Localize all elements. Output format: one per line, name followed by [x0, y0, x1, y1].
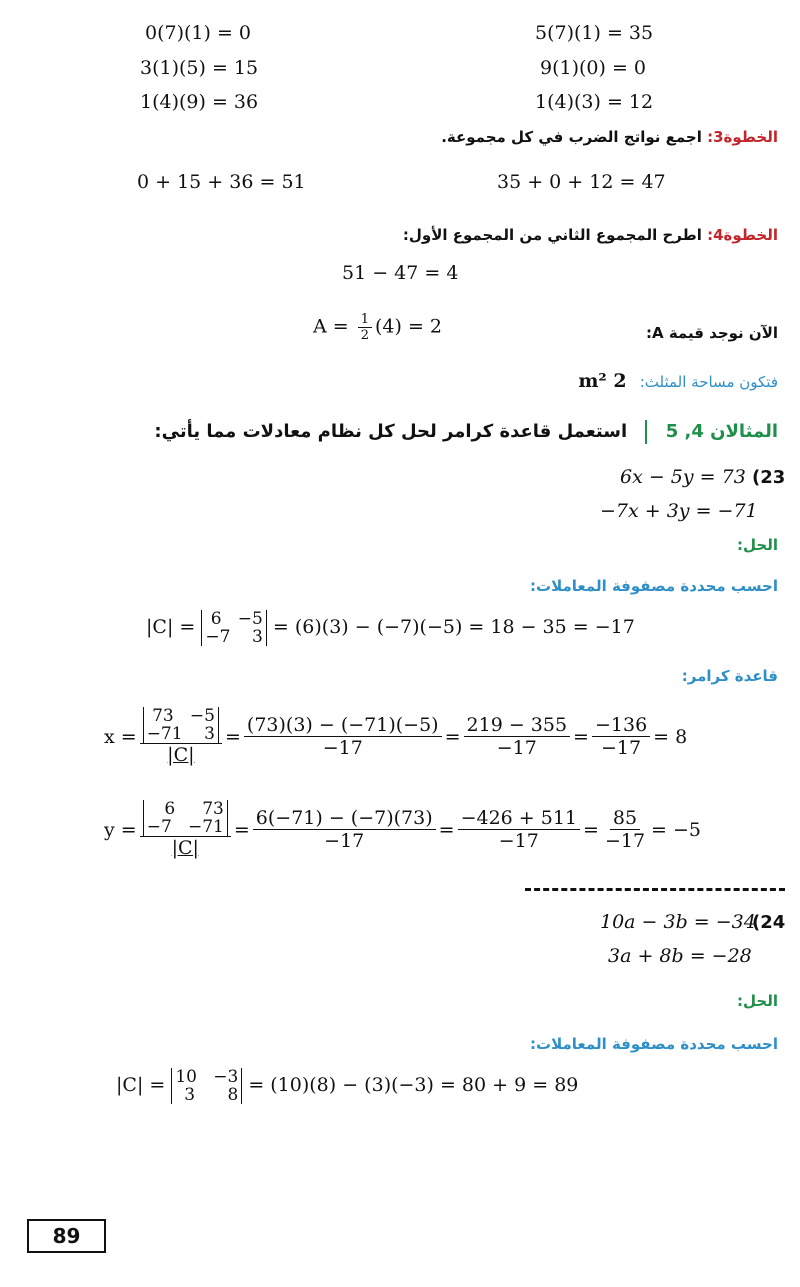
det23-matrix [201, 610, 267, 646]
sum-left: 0 + 15 + 36 = 51 [137, 171, 306, 193]
x-det-num [140, 707, 222, 744]
problem23-eq1: 6x − 5y = 73 [620, 466, 746, 488]
problem24-eq2: 3a + 8b = −28 [608, 945, 752, 967]
y-solution: y = 6 73 −7 −71 |C| = $\frac{6(-71) - (-7)(73)}{-17}$ = $\frac{-426 + 511}{-17}$ = $\frac{85}{-17}$ = −5 [104, 799, 702, 859]
area-equation [313, 312, 442, 343]
solution-label-23: الحل: [737, 536, 778, 554]
header-divider [645, 420, 647, 444]
cramer-label: قاعدة كرامر: [681, 667, 778, 685]
det23-lhs: |C| = [146, 616, 196, 638]
y-result: = −5 [651, 818, 702, 841]
product-left-1: 0(7)(1) = 0 [145, 22, 252, 44]
det24-row1: 10 −3 [175, 1067, 239, 1087]
step3-label: الخطوة3: [707, 128, 778, 146]
problem23-eq2: −7x + 3y = −71 [600, 500, 758, 522]
x-frac2-den: −17 [322, 737, 363, 759]
product-left-3: 1(4)(9) = 36 [140, 91, 259, 113]
y-frac4-den: −17 [604, 830, 646, 852]
x-det-row2: −71 3 [146, 724, 215, 744]
y-frac3-den: −17 [498, 830, 539, 852]
x-det-matrix [143, 707, 219, 743]
y-det-num [140, 800, 231, 837]
examples-text: استعمل قاعدة كرامر لحل كل نظام معادلات مما يأتي: [154, 421, 628, 442]
y-frac3 [458, 807, 580, 852]
area-rhs: (4) = 2 [375, 315, 443, 338]
area-lhs: A = [313, 315, 349, 338]
x-frac4-num: −136 [592, 714, 650, 737]
x-result: = 8 [653, 725, 688, 748]
det23-equation [146, 610, 635, 646]
det24-row2: 3 8 [184, 1085, 239, 1105]
problem24-number: (24 [752, 912, 786, 933]
step3-instruction [441, 128, 778, 146]
y-det-row2: −7 −71 [146, 817, 224, 837]
sum-right: 35 + 0 + 12 = 47 [497, 171, 666, 193]
x-det-den: |C| [167, 744, 195, 766]
x-frac4-den: −17 [601, 737, 642, 759]
y-frac4-num: 85 [610, 807, 640, 830]
coef-det-label-24: احسب محددة مصفوفة المعاملات: [530, 1035, 778, 1053]
product-right-3: 1(4)(3) = 12 [535, 91, 654, 113]
product-left-2: 3(1)(5) = 15 [140, 57, 259, 79]
det24-equation [116, 1068, 578, 1104]
x-frac2 [244, 714, 442, 759]
area-result-value: 2 m² [578, 370, 627, 392]
step4-instruction [403, 226, 778, 244]
solution-label-24: الحل: [737, 992, 778, 1010]
y-frac4 [602, 807, 648, 852]
x-frac4 [592, 714, 650, 759]
step4-label: الخطوة4: [707, 226, 778, 244]
step4-text: اطرح المجموع الثاني من المجموع الأول: [402, 226, 708, 244]
problem23-number: (23 [752, 467, 786, 488]
x-frac3-num: 219 − 355 [464, 714, 571, 737]
y-det-matrix [143, 800, 228, 836]
x-frac3-den: −17 [496, 737, 537, 759]
y-frac2-num: 6(−71) − (−7)(73) [253, 807, 436, 830]
y-frac2 [253, 807, 436, 852]
page-number: 89 [27, 1219, 106, 1253]
det24-lhs: |C| = [116, 1074, 166, 1096]
y-det-den: |C| [171, 837, 199, 859]
coef-det-label-23: احسب محددة مصفوفة المعاملات: [530, 577, 778, 595]
y-det-row1: 6 73 [164, 799, 224, 819]
det23-rhs: = (6)(3) − (−7)(−5) = 18 − 35 = −17 [272, 616, 635, 638]
product-right-2: 9(1)(0) = 0 [540, 57, 647, 79]
det23-row1: 6 −5 [210, 609, 263, 629]
y-det-fraction [140, 800, 231, 859]
area-result [578, 370, 778, 392]
examples-label: المثالان 4, 5 [665, 421, 778, 442]
y-var: y = [104, 818, 137, 841]
y-frac3-num: −426 + 511 [458, 807, 580, 830]
x-frac3 [464, 714, 571, 759]
half-num: 1 [358, 312, 372, 328]
x-solution: x = 73 −5 −71 3 |C| = $\frac{(73)(3) - (-71)(-5)}{-17}$ = $\frac{219 - 355}{-17}$ = $\frac{-136}{-17}$ = 8 [104, 706, 688, 766]
x-det-fraction [140, 707, 222, 766]
problem24-eq1: 10a − 3b = −34 [600, 911, 756, 933]
difference-equation: 51 − 47 = 4 [342, 262, 459, 284]
det23-row2: −7 3 [205, 627, 263, 647]
x-det-row1: 73 −5 [152, 706, 215, 726]
y-frac2-den: −17 [324, 830, 365, 852]
examples-header [154, 420, 778, 444]
area-instruction: الآن نوجد قيمة A: [646, 324, 778, 342]
step3-text: اجمع نواتج الضرب في كل مجموعة. [441, 128, 708, 146]
half-fraction [358, 312, 372, 343]
det24-matrix [171, 1068, 242, 1104]
x-var: x = [104, 725, 137, 748]
dashed-separator [525, 888, 785, 891]
det24-rhs: = (10)(8) − (3)(−3) = 80 + 9 = 89 [248, 1074, 579, 1096]
half-den: 2 [360, 328, 370, 343]
x-frac2-num: (73)(3) − (−71)(−5) [244, 714, 442, 737]
product-right-1: 5(7)(1) = 35 [535, 22, 654, 44]
area-result-text: فتكون مساحة المثلث: [639, 373, 778, 391]
